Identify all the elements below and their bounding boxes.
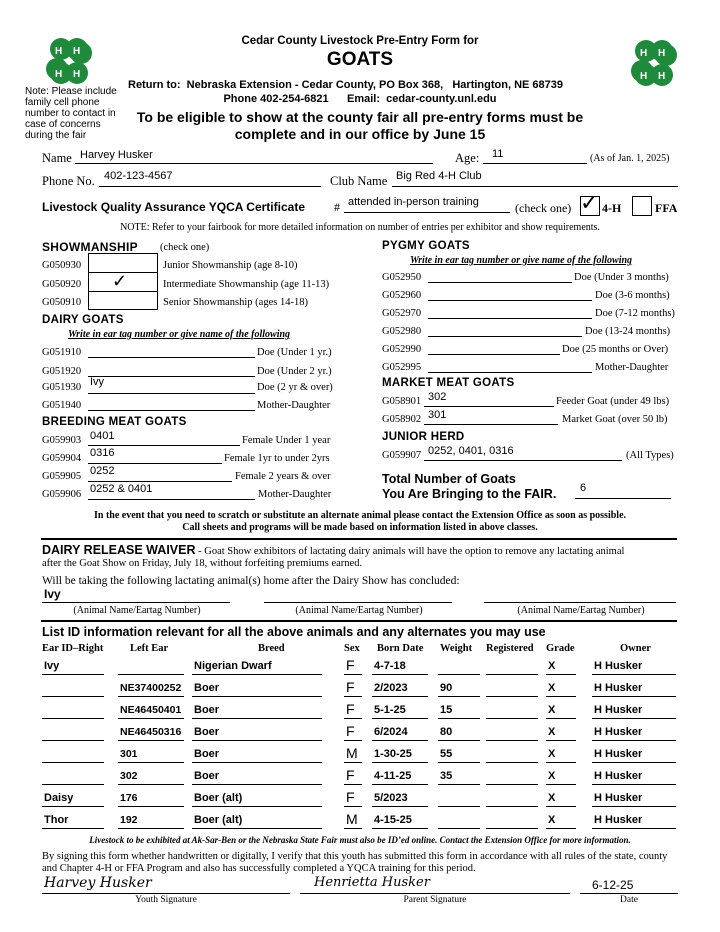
table-cell-line xyxy=(372,784,428,785)
class-code: G059903 xyxy=(42,435,82,446)
table-cell[interactable]: 5-1-25 xyxy=(374,704,406,716)
table-cell-line xyxy=(592,784,676,785)
table-cell-line xyxy=(42,740,104,741)
column-header: Weight xyxy=(440,643,473,654)
class-label: Doe (13-24 months) xyxy=(585,326,671,337)
showmanship-label: Junior Showmanship (age 8-10) xyxy=(163,260,298,271)
name-field[interactable]: Harvey Husker xyxy=(80,149,153,161)
showmanship-mark[interactable]: ✓ xyxy=(112,271,128,291)
table-cell-line xyxy=(192,806,322,807)
table-cell-line xyxy=(118,740,184,741)
table-cell[interactable]: H Husker xyxy=(594,682,643,694)
table-cell-line xyxy=(486,762,538,763)
table-cell-line xyxy=(42,806,104,807)
table-cell[interactable]: Nigerian Dwarf xyxy=(194,660,272,672)
table-cell-line xyxy=(372,740,428,741)
table-cell[interactable]: 80 xyxy=(440,726,453,738)
class-label: Doe (3-6 months) xyxy=(595,290,670,301)
note-line: case of concerns xyxy=(25,119,101,130)
table-cell-line xyxy=(192,740,322,741)
table-cell[interactable]: X xyxy=(548,726,556,738)
table-cell-line xyxy=(118,806,184,807)
svg-text:H: H xyxy=(658,71,666,82)
column-header: Born Date xyxy=(377,643,424,654)
table-cell-line xyxy=(118,784,184,785)
table-cell-line xyxy=(372,828,428,829)
table-cell-line xyxy=(344,740,362,741)
divider xyxy=(41,538,677,540)
table-cell[interactable]: 2/2023 xyxy=(374,682,408,694)
class-label: Feeder Goat (under 49 lbs) xyxy=(556,396,670,407)
column-header: Breed xyxy=(258,643,285,654)
table-cell-line xyxy=(118,674,184,675)
table-cell-line xyxy=(344,674,362,675)
dairy-goats-heading: DAIRY GOATS xyxy=(42,314,124,326)
animal-caption: (Animal Name/Eartag Number) xyxy=(517,605,645,616)
table-cell-line xyxy=(344,806,362,807)
class-code: G051930 xyxy=(42,382,82,393)
class-code: G050920 xyxy=(42,279,82,290)
table-cell-line xyxy=(372,674,428,675)
svg-text:H: H xyxy=(658,48,666,59)
table-cell[interactable]: F xyxy=(346,789,355,805)
table-cell-line xyxy=(438,674,480,675)
table-cell[interactable]: Boer xyxy=(194,770,220,782)
table-cell-line xyxy=(118,828,184,829)
table-cell[interactable]: 1-30-25 xyxy=(374,748,412,760)
table-cell-line xyxy=(486,828,538,829)
table-cell[interactable]: H Husker xyxy=(594,792,643,804)
class-code: G059904 xyxy=(42,453,82,464)
table-cell-line xyxy=(118,718,184,719)
table-cell[interactable]: 55 xyxy=(440,748,453,760)
divider xyxy=(41,620,677,622)
club-label: Club Name xyxy=(330,174,388,188)
table-cell-line xyxy=(438,806,480,807)
dairy-waiver-text xyxy=(42,543,682,559)
table-cell[interactable]: Daisy xyxy=(44,792,74,804)
table-cell[interactable]: NE46450401 xyxy=(120,704,182,716)
name-label: Name xyxy=(42,151,72,165)
table-cell-line xyxy=(592,696,676,697)
class-code: G051910 xyxy=(42,347,82,358)
4h-check-mark: ✓ xyxy=(580,190,599,215)
table-cell-line xyxy=(192,674,322,675)
form-title-goats: GOATS xyxy=(326,49,394,70)
note-line: during the fair xyxy=(25,130,87,141)
table-cell[interactable]: H Husker xyxy=(594,770,643,782)
breeding-meat-goats-heading: BREEDING MEAT GOATS xyxy=(42,416,187,428)
column-header: Registered xyxy=(486,643,534,654)
table-cell[interactable]: Ivy xyxy=(44,660,60,672)
table-cell-line xyxy=(486,718,538,719)
class-label: Female 2 years & over xyxy=(235,471,331,482)
table-cell[interactable]: X xyxy=(548,770,556,782)
showmanship-label: Intermediate Showmanship (age 11-13) xyxy=(163,279,330,290)
class-code: G052980 xyxy=(382,326,422,337)
table-cell[interactable]: F xyxy=(346,657,355,673)
table-cell[interactable]: H Husker xyxy=(594,726,643,738)
table-cell[interactable]: H Husker xyxy=(594,660,643,672)
entry-field[interactable]: 301 xyxy=(428,409,447,421)
table-cell-line xyxy=(546,696,576,697)
table-cell-line xyxy=(592,828,676,829)
class-label: (All Types) xyxy=(626,450,674,461)
4h-option-label: 4-H xyxy=(602,201,622,215)
table-cell-line xyxy=(486,740,538,741)
dairy-waiver-heading: DAIRY RELEASE WAIVER xyxy=(42,543,196,557)
return-address: Return to: Nebraska Extension - Cedar County, PO Box 368, Hartington, NE 68739 xyxy=(128,79,564,91)
class-label: Mother-Daughter xyxy=(258,489,332,500)
scratch-notice-line2: Call sheets and programs will be made based on information listed in above classes. xyxy=(182,522,538,533)
entry-field[interactable]: 0252 xyxy=(90,465,115,477)
table-cell[interactable]: 176 xyxy=(120,792,138,804)
table-cell-line xyxy=(372,696,428,697)
table-cell[interactable]: X xyxy=(548,660,556,672)
class-code: G052990 xyxy=(382,344,422,355)
class-code: G050930 xyxy=(42,260,82,271)
note-line: Note: Please include xyxy=(25,86,117,97)
table-cell[interactable]: 90 xyxy=(440,682,453,694)
svg-text:H: H xyxy=(640,48,648,59)
table-cell[interactable]: NE37400252 xyxy=(120,682,182,694)
total-goats-field[interactable]: 6 xyxy=(580,482,587,494)
class-label: Doe (Under 3 months) xyxy=(574,272,669,283)
total-line2: You Are Bringing to the FAIR. xyxy=(382,487,557,501)
table-cell-line xyxy=(42,828,104,829)
table-cell[interactable]: F xyxy=(346,679,355,695)
yqca-field[interactable]: attended in-person training xyxy=(348,196,479,208)
animal-caption: (Animal Name/Eartag Number) xyxy=(73,605,201,616)
table-cell[interactable]: X xyxy=(548,792,556,804)
id-table-footnote: Livestock to be exhibited at Ak-Sar-Ben or the Nebraska State Fair must also be ID’ed online. Contact the Extension Office for more information. xyxy=(89,835,631,845)
class-code: G058901 xyxy=(382,396,422,407)
table-cell[interactable]: X xyxy=(548,682,556,694)
column-header: Grade xyxy=(546,643,575,654)
age-field[interactable]: 11 xyxy=(492,148,504,160)
class-label: Female Under 1 year xyxy=(242,435,331,446)
table-cell-line xyxy=(438,762,480,763)
table-cell[interactable]: X xyxy=(548,814,556,826)
age-label: Age: xyxy=(455,151,480,165)
dairy-waiver-line1: - Goat Show exhibitors of lactating dairy animals will have the option to remove any lactating animal xyxy=(195,546,625,557)
table-cell-line xyxy=(546,828,576,829)
svg-text:H: H xyxy=(73,69,81,80)
table-cell-line xyxy=(42,784,104,785)
table-cell[interactable]: X xyxy=(548,748,556,760)
table-cell-line xyxy=(344,696,362,697)
signature-date[interactable]: 6-12-25 xyxy=(592,878,634,892)
class-label: Doe (2 yr & over) xyxy=(257,382,333,393)
column-header: Owner xyxy=(620,643,651,654)
dairy-waiver-prompt: Will be taking the following lactating animal(s) home after the Dairy Show has concluded: xyxy=(42,575,460,587)
yqca-hash: # xyxy=(334,200,340,214)
table-cell[interactable]: F xyxy=(346,723,355,739)
total-line1: Total Number of Goats xyxy=(382,472,516,486)
table-cell[interactable]: F xyxy=(346,767,355,783)
table-cell-line xyxy=(344,762,362,763)
table-cell-line xyxy=(546,718,576,719)
table-cell[interactable]: 6/2024 xyxy=(374,726,408,738)
table-cell[interactable]: 301 xyxy=(120,748,138,760)
entry-field[interactable]: Ivy xyxy=(90,376,105,388)
table-cell-line xyxy=(546,806,576,807)
table-cell-line xyxy=(372,806,428,807)
table-cell-line xyxy=(486,696,538,697)
table-cell-line xyxy=(192,762,322,763)
table-cell[interactable]: Boer xyxy=(194,748,220,760)
table-cell-line xyxy=(438,828,480,829)
table-cell[interactable]: 4-11-25 xyxy=(374,770,412,782)
showmanship-heading: SHOWMANSHIP xyxy=(42,240,138,254)
date-label: Date xyxy=(620,895,638,905)
table-cell-line xyxy=(486,806,538,807)
phone-field[interactable]: 402-123-4567 xyxy=(104,170,173,182)
note-block xyxy=(25,86,117,141)
signature-statement-line2: and Chapter 4-H or FFA Program and also has successfully completed a YQCA training for this period. xyxy=(42,863,476,874)
junior-herd-heading: JUNIOR HERD xyxy=(382,431,465,443)
class-label: Mother-Daughter xyxy=(257,400,331,411)
parent-signature[interactable]: Henrietta Husker xyxy=(314,875,430,890)
dairy-goats-instruction: Write in ear tag number or give name of the following xyxy=(68,329,291,340)
class-code: G051940 xyxy=(42,400,82,411)
table-cell-line xyxy=(344,828,362,829)
note-line: family cell phone xyxy=(25,97,100,108)
table-cell-line xyxy=(438,784,480,785)
table-cell-line xyxy=(438,718,480,719)
column-header: Ear ID–Right xyxy=(42,643,104,654)
class-label: Market Goat (over 50 lb) xyxy=(562,414,668,425)
parent-signature-label: Parent Signature xyxy=(403,895,467,905)
table-cell[interactable]: 4-15-25 xyxy=(374,814,412,826)
table-cell[interactable]: H Husker xyxy=(594,814,643,826)
ffa-checkbox[interactable] xyxy=(632,196,652,216)
table-cell-line xyxy=(344,718,362,719)
class-code: G059905 xyxy=(42,471,82,482)
lactating-animal-field[interactable]: Ivy xyxy=(44,587,61,601)
table-cell[interactable]: Boer xyxy=(194,682,220,694)
table-cell[interactable]: Boer xyxy=(194,704,220,716)
table-cell[interactable]: M xyxy=(346,745,358,761)
table-cell-line xyxy=(118,762,184,763)
class-label: Doe (Under 2 yr.) xyxy=(257,366,332,377)
eligibility-line2: complete and in our office by June 15 xyxy=(234,126,486,142)
class-label: Doe (7-12 months) xyxy=(595,308,675,319)
table-cell-line xyxy=(438,740,480,741)
table-cell-line xyxy=(546,784,576,785)
class-label: Doe (Under 1 yr.) xyxy=(257,347,332,358)
class-code: G052970 xyxy=(382,308,422,319)
table-cell-line xyxy=(592,718,676,719)
table-cell-line xyxy=(372,718,428,719)
table-cell[interactable]: 4-7-18 xyxy=(374,660,406,672)
entry-field[interactable]: 0316 xyxy=(90,447,115,459)
table-cell-line xyxy=(592,806,676,807)
class-code: G059907 xyxy=(382,450,422,461)
table-cell[interactable]: H Husker xyxy=(594,704,643,716)
table-cell[interactable]: Thor xyxy=(44,814,69,826)
entry-field[interactable]: 0252 & 0401 xyxy=(90,483,153,495)
class-code: G050910 xyxy=(42,297,82,308)
svg-text:H: H xyxy=(55,46,63,57)
id-table-heading: List ID information relevant for all the above animals and any alternates you may use xyxy=(42,625,546,639)
table-cell-line xyxy=(42,718,104,719)
class-code: G059906 xyxy=(42,489,82,500)
table-cell-line xyxy=(192,718,322,719)
class-code: G052960 xyxy=(382,290,422,301)
class-code: G052950 xyxy=(382,272,422,283)
phone-label: Phone No. xyxy=(42,174,95,188)
table-cell-line xyxy=(372,762,428,763)
class-label: Mother-Daughter xyxy=(595,362,669,373)
table-cell-line xyxy=(42,674,104,675)
signature-statement-line1: By signing this form whether handwritten or digitally, I verify that this youth has submitted this form in accordance with all rules of the state, county xyxy=(42,851,668,862)
table-cell-line xyxy=(486,674,538,675)
table-cell-line xyxy=(344,784,362,785)
ffa-option-label: FFA xyxy=(655,201,678,215)
showmanship-check-one: (check one) xyxy=(160,242,210,253)
table-cell-line xyxy=(592,762,676,763)
entry-field[interactable]: 302 xyxy=(428,391,447,403)
table-cell-line xyxy=(42,762,104,763)
showmanship-label: Senior Showmanship (ages 14-18) xyxy=(163,297,308,308)
table-cell[interactable]: M xyxy=(346,811,358,827)
table-cell-line xyxy=(486,784,538,785)
table-cell[interactable]: 5/2023 xyxy=(374,792,408,804)
form-title-line1: Cedar County Livestock Pre-Entry Form for xyxy=(241,35,479,47)
table-cell[interactable]: NE46450316 xyxy=(120,726,182,738)
table-cell[interactable]: Boer xyxy=(194,726,220,738)
club-field[interactable]: Big Red 4-H Club xyxy=(396,170,482,182)
table-cell-line xyxy=(438,696,480,697)
svg-text:H: H xyxy=(73,46,81,57)
table-cell[interactable]: 15 xyxy=(440,704,453,716)
pygmy-goats-heading: PYGMY GOATS xyxy=(382,240,470,252)
column-header: Left Ear xyxy=(130,643,169,654)
table-cell-line xyxy=(192,784,322,785)
table-cell-line xyxy=(192,828,322,829)
phone-email: Phone 402-254-6821 Email: cedar-county.unl.edu xyxy=(223,93,497,105)
youth-signature-label: Youth Signature xyxy=(135,895,197,905)
class-code: G051920 xyxy=(42,366,82,377)
table-cell[interactable]: 302 xyxy=(120,770,138,782)
svg-text:H: H xyxy=(640,71,648,82)
entry-field[interactable]: 0401 xyxy=(90,430,115,442)
animal-caption: (Animal Name/Eartag Number) xyxy=(295,605,423,616)
table-cell-line xyxy=(546,762,576,763)
class-code: G052995 xyxy=(382,362,422,373)
eligibility-line1: To be eligible to show at the county fair all pre-entry forms must be xyxy=(136,109,584,125)
table-cell-line xyxy=(592,740,676,741)
note-line: number to contact in xyxy=(25,108,116,119)
table-cell[interactable]: Boer (alt) xyxy=(194,792,243,804)
check-one-label: (check one) xyxy=(515,201,572,215)
youth-signature[interactable]: Harvey Husker xyxy=(44,875,152,891)
table-cell[interactable]: Boer (alt) xyxy=(194,814,243,826)
table-cell[interactable]: F xyxy=(346,701,355,717)
junior-herd-field[interactable]: 0252, 0401, 0316 xyxy=(428,445,514,457)
column-header: Sex xyxy=(344,643,360,654)
dairy-waiver-line2: after the Goat Show on Friday, July 18, without forfeiting premiums earned. xyxy=(42,558,363,569)
scratch-notice-line1: In the event that you need to scratch or substitute an alternate animal please contact the Extension Office as soon as possible. xyxy=(93,510,627,521)
svg-text:H: H xyxy=(55,69,63,80)
table-cell[interactable]: 192 xyxy=(120,814,138,826)
table-cell[interactable]: X xyxy=(548,704,556,716)
class-label: Female 1yr to under 2yrs xyxy=(224,453,330,464)
market-meat-goats-heading: MARKET MEAT GOATS xyxy=(382,377,515,389)
showmanship-mark[interactable] xyxy=(112,291,132,309)
fairbook-note: NOTE: Refer to your fairbook for more detailed information on number of entries per exhibitor and show requirements. xyxy=(120,222,600,233)
age-note: (As of Jan. 1, 2025) xyxy=(590,153,670,164)
class-label: Doe (25 months or Over) xyxy=(562,344,669,355)
table-cell-line xyxy=(42,696,104,697)
table-cell-line xyxy=(546,740,576,741)
table-cell-line xyxy=(118,696,184,697)
table-cell-line xyxy=(192,696,322,697)
table-cell-line xyxy=(592,674,676,675)
table-cell[interactable]: H Husker xyxy=(594,748,643,760)
table-cell[interactable]: 35 xyxy=(440,770,453,782)
class-code: G058902 xyxy=(382,414,422,425)
table-cell-line xyxy=(546,674,576,675)
yqca-label: Livestock Quality Assurance YQCA Certificate xyxy=(42,200,305,214)
showmanship-mark[interactable] xyxy=(112,254,132,272)
pygmy-goats-instruction: Write in ear tag number or give name of the following xyxy=(410,255,633,266)
